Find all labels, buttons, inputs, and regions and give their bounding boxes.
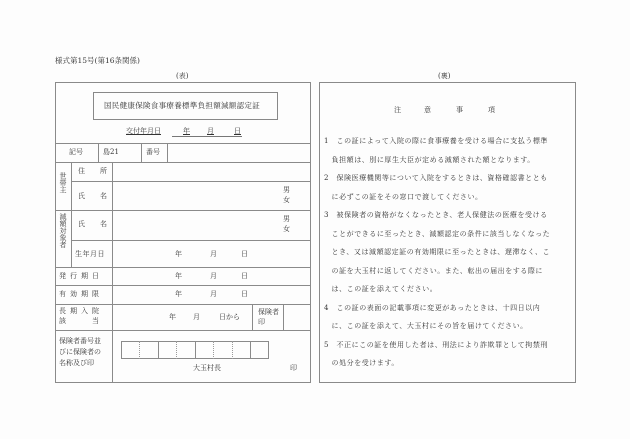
birthdate-label: 生年月日 [75,250,105,258]
form-number: 様式第15号(第16条関係) [55,56,140,65]
reduction-target-sex-male[interactable]: 男 [283,215,290,223]
divider [55,162,311,163]
notice-line: とき、又は減額認定証の有効期限に至ったときは、遅滞なく、こ [324,248,551,256]
digit-separator [176,341,177,359]
insurer-name: 大玉村長 [193,364,221,372]
divider [55,210,311,211]
back-side-label: (裏) [438,72,451,80]
divider [167,143,168,162]
divider [283,304,284,330]
divider [55,304,311,305]
insurer-label-line1: 保険者番号並 [59,337,101,345]
valid-until-year-unit: 年 [175,290,182,298]
divider [252,304,253,330]
valid-until-month-unit: 月 [210,290,217,298]
notice-line: の証を大玉村に返してください。また、転出の届出をする際に [324,267,543,275]
issue-period-day-unit: 日 [241,272,248,280]
divider [55,285,311,286]
long-term-month-unit: 月 [193,313,200,321]
digit-separator [232,341,233,359]
long-term-from-unit: 日から [219,313,240,321]
issue-date-day-unit: 日 [234,127,241,135]
divider [71,240,311,241]
divider [112,162,113,382]
reduction-target-sex-female[interactable]: 女 [283,225,290,233]
householder-sex-female[interactable]: 女 [283,196,290,204]
long-term-label-line1: 長期入院 [59,307,103,315]
front-side-label: (表) [176,72,189,80]
notice-title-char: 意 [424,106,431,114]
divider [141,143,142,162]
notice-title-char: 注 [394,106,401,114]
valid-until-day-unit: 日 [241,290,248,298]
issue-date-underline [172,136,242,137]
notice-line: ことができるに至ったとき、減額認定の条件に該当しなくなった [324,230,551,238]
digit-separator [158,341,159,359]
issue-date-month-unit: 月 [207,127,214,135]
notice-line: 1 この証によって入院の際に食事療養を受ける場合に支払う標準 [324,137,548,145]
notice-line: の処分を受けます。 [324,359,399,367]
notice-line: 2 保険医療機関等について入院をするときは、資格確認書ととも [324,174,548,182]
issue-period-year-unit: 年 [175,272,182,280]
issue-date-label: 交付年月日 [126,127,161,135]
birthdate-month-unit: 月 [210,250,217,258]
issue-period-label: 発行期日 [59,272,103,280]
divider [98,143,99,162]
issue-date-year-unit: 年 [183,127,190,135]
notice-title-char: 項 [488,106,495,114]
householder-section-label: 世帯主 [59,172,67,193]
notice-line: 3 被保険者の資格がなくなったとき、老人保健法の医療を受ける [324,211,548,219]
digit-separator [195,341,196,359]
symbol-value[interactable]: 島21 [103,148,119,156]
reduction-target-name-label: 氏 名 [78,220,111,228]
issue-period-month-unit: 月 [210,272,217,280]
divider [55,267,311,268]
notice-title-char: 事 [456,106,463,114]
notice-line: 4 この証の表面の記載事項に変更があったときは、十四日以内 [324,304,541,312]
householder-sex-male[interactable]: 男 [283,186,290,194]
symbol-label: 記号 [69,148,83,156]
digit-separator [213,341,214,359]
number-label: 番号 [146,148,160,156]
digit-separator [250,341,251,359]
notice-line: 負担額は、別に厚生大臣が定める減額された額となります。 [324,156,535,164]
birthdate-day-unit: 日 [241,250,248,258]
householder-name-label: 氏 名 [78,192,111,200]
insurer-label-line2: びに保険者の [59,348,101,356]
valid-until-label: 有効期限 [59,290,103,298]
digit-separator [139,341,140,359]
divider [71,181,311,182]
insurer-seal-mark: 印 [290,364,297,372]
notice-line: に、この証を添えて、大玉村にその旨を届けてください。 [324,322,528,330]
householder-address-label: 住 所 [78,167,111,175]
notice-line: に必ずこの証をその窓口で渡してください。 [324,193,483,201]
birthdate-year-unit: 年 [175,250,182,258]
notice-line: は、この証を添えてください。 [324,285,438,293]
divider [55,330,311,331]
long-term-year-unit: 年 [169,313,176,321]
long-term-label-line2: 該 当 [59,317,103,325]
certificate-title: 国民健康保険食事療養標準負担額減額認定証 [104,101,260,110]
insurer-label-line3: 名称及び印 [59,359,94,367]
insurer-seal-label: 保険者印 [258,308,279,326]
divider [71,162,72,267]
reduction-target-section-label: 減額対象者 [59,213,67,248]
notice-line: 5 不正にこの証を使用した者は、刑法により詐欺罪として拘禁刑 [324,341,548,349]
divider [55,143,311,144]
